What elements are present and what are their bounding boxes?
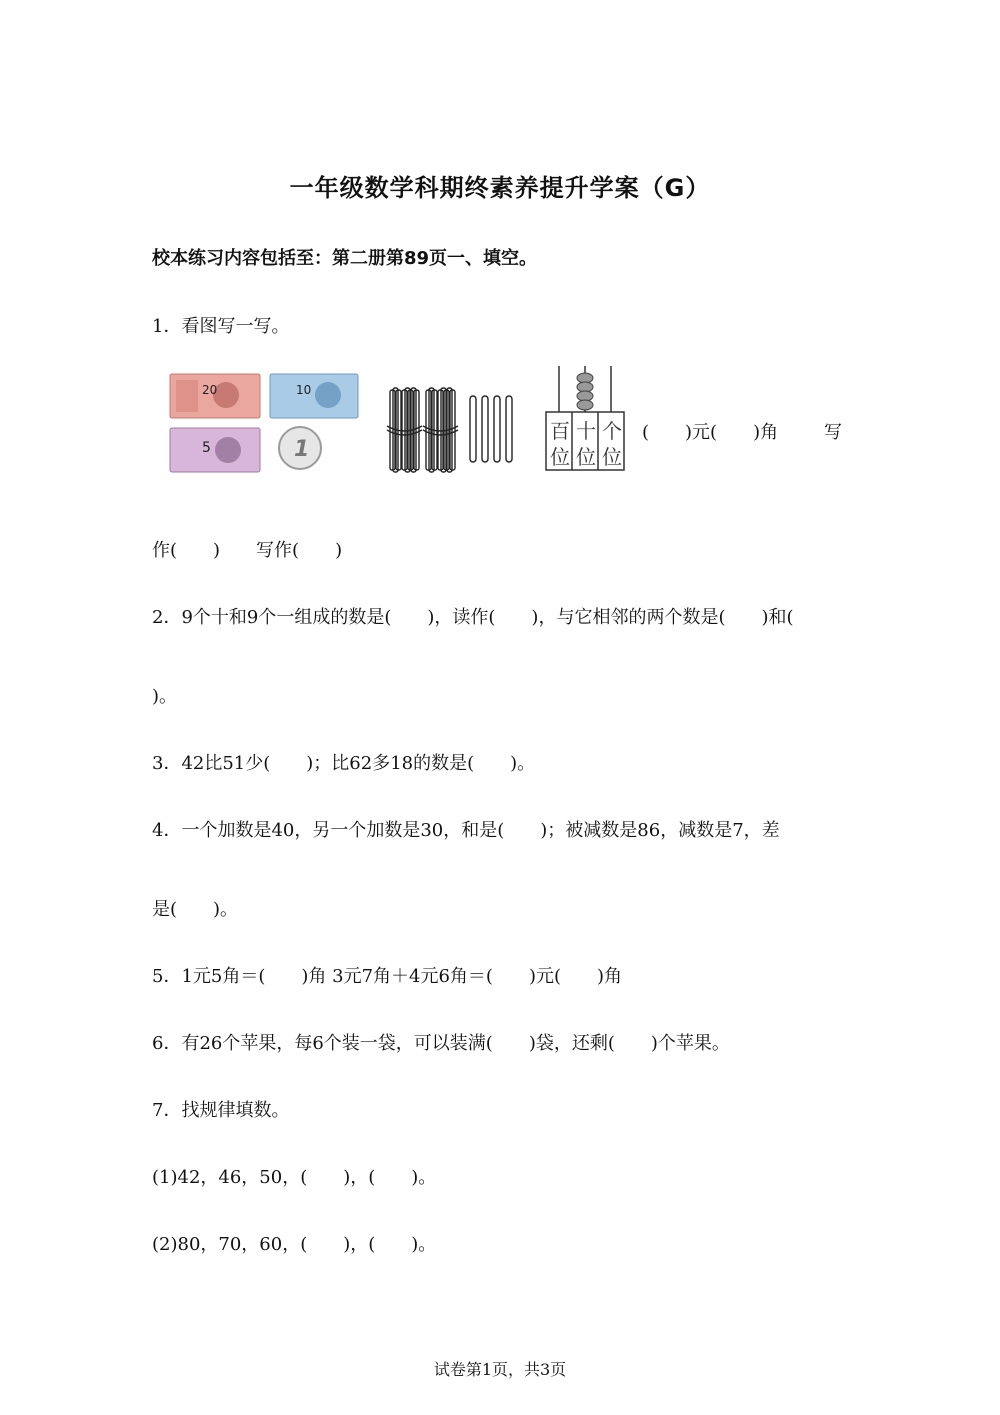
- banknote-20-icon: [170, 374, 260, 418]
- banknote-5-icon: [170, 428, 260, 472]
- question-1-blank-money: ( )元( )角: [642, 422, 779, 443]
- question-4-line-1: 4．一个加数是40，另一个加数是30，和是( )；被减数是86，减数是7，差: [152, 820, 780, 841]
- banknote-10-value: 10: [296, 383, 312, 397]
- question-7-text: 7．找规律填数。: [152, 1100, 290, 1121]
- question-7-sub-1: (1)42，46，50，( )，( )。: [152, 1167, 437, 1188]
- abacus-label-place: 位: [576, 445, 596, 469]
- abacus-icon: [546, 366, 624, 470]
- abacus-label-tens: 十: [576, 419, 596, 443]
- stick-bundles-icon: [387, 388, 512, 472]
- page-footer: 试卷第1页，共3页: [433, 1360, 567, 1379]
- question-4-line-2: 是( )。: [152, 899, 239, 920]
- page-title: 一年级数学科期终素养提升学案（G）: [289, 174, 711, 202]
- banknote-5-value: 5: [202, 440, 211, 456]
- question-3: 3．42比51少( )；比62多18的数是( )。: [152, 753, 536, 774]
- question-6: 6．有26个苹果，每6个装一袋，可以装满( )袋，还剩( )个苹果。: [152, 1033, 730, 1054]
- coin-value: 1: [294, 437, 310, 462]
- banknote-20-value: 20: [202, 383, 218, 397]
- question-2-line-1: 2．9个十和9个一组成的数是( )，读作( )，与它相邻的两个数是( )和(: [152, 607, 794, 628]
- coin-1-icon: [279, 427, 321, 469]
- abacus-label-hundreds: 百: [550, 419, 570, 443]
- abacus-label-place: 位: [602, 445, 622, 469]
- question-2-line-2: )。: [152, 686, 178, 707]
- abacus-label-ones: 个: [602, 419, 622, 443]
- question-1-text: 1．看图写一写。: [152, 316, 290, 337]
- banknote-10-icon: [270, 374, 358, 418]
- question-1-write-line: 作( ) 写作( ): [152, 540, 343, 561]
- abacus-label-place: 位: [550, 445, 570, 469]
- question-1-write-label: 写: [824, 422, 842, 443]
- question-5: 5．1元5角＝( )角 3元7角＋4元6角＝( )元( )角: [152, 966, 623, 987]
- section-subtitle: 校本练习内容包括至：第二册第89页一、填空。: [152, 248, 538, 269]
- question-7-sub-2: (2)80，70，60，( )，( )。: [152, 1234, 437, 1255]
